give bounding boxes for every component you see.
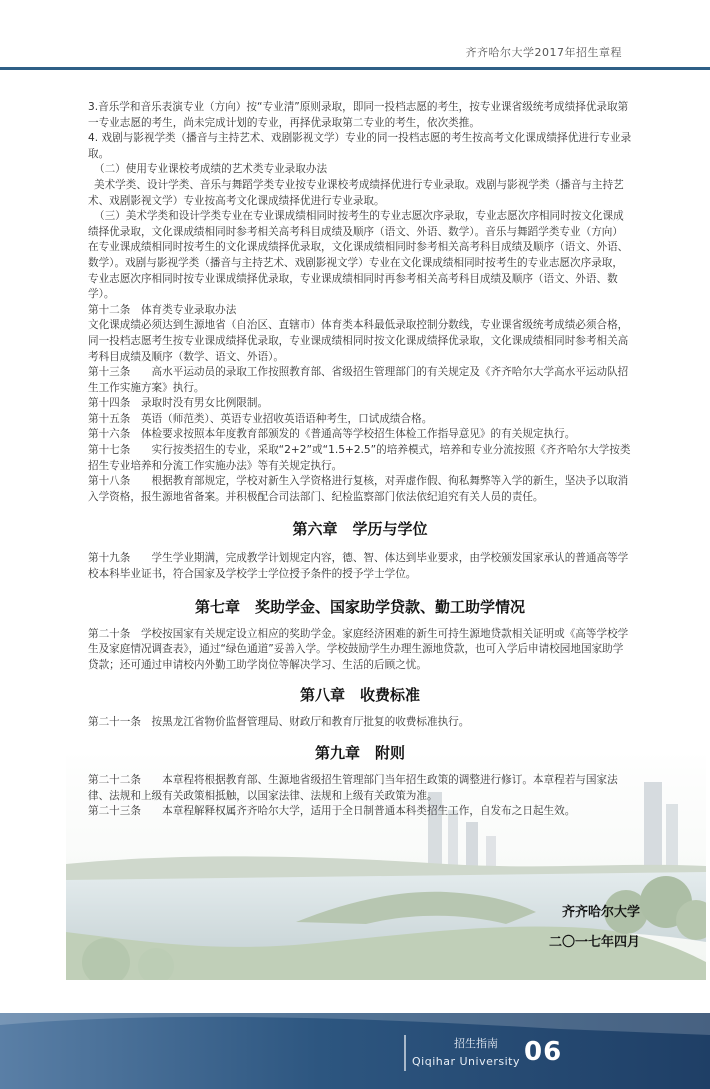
paragraph-sports: 文化课成绩必须达到生源地省（自治区、直辖市）体育类本科最低录取控制分数线，专业课省级统考成绩必须合格，同一投档志愿考生按专业课成绩择优录取，专业课成绩相同时按文化课成绩择优录取，文化课成绩相同时参考相关高考科目成绩及顺序（数学、语文、外语）。: [88, 319, 629, 363]
footer-banner: [0, 1013, 710, 1089]
article-12-heading: 第十二条 体育类专业录取办法: [88, 303, 237, 316]
chapter-6-title: 第六章 学历与学位: [292, 520, 428, 539]
page-footer: [0, 1013, 710, 1089]
article-23: 第二十三条 本章程解释权属齐齐哈尔大学，适用于全日制普通本科类招生工作，自发布之日起生效。: [88, 805, 576, 818]
paragraph-subheading-2: （二）使用专业课校考成绩的艺术类专业录取办法: [94, 163, 328, 176]
paragraph-art-4: （三）美术学类和设计学类专业在专业课成绩相同时按考生的专业志愿次序录取，专业志愿次序相同时按文化课成绩择优录取，文化课成绩相同时参考相关高考科目成绩及顺序（语文、外语、数学）。音乐与舞蹈学类专业（方向）在专业课成绩相同时按考生的文化课成绩择优录取，文化课成绩相同时参考相关高考科目成绩及顺序（语文、外语、数学）。戏剧与影视学类（播音与主持艺术、戏剧影视文学）专业在文化课成绩相同时按考生的专业志愿次序录取，专业志愿次序相同时按专业课成绩择优录取，专业课成绩相同时再参考相关高考科目成绩及顺序（语文、外语、数学）。: [88, 210, 629, 301]
signature-date: 二〇一七年四月: [548, 935, 640, 950]
paragraph-art-2: 4. 戏剧与影视学类（播音与主持艺术、戏剧影视文学）专业的同一投档志愿的考生按高考文化课成绩择优进行专业录取。: [88, 132, 632, 160]
article-21: 第二十一条 按黑龙江省物价监督管理局、财政厅和教育厅批复的收费标准执行。: [88, 716, 470, 729]
article-14: 第十四条 录取时没有男女比例限制。: [88, 397, 269, 410]
paragraph-art-3: 美术学类、设计学类、音乐与舞蹈学类专业按专业课校考成绩择优进行专业录取。戏剧与影视学类（播音与主持艺术、戏剧影视文学）专业按高考文化课成绩择优进行专业录取。: [88, 178, 624, 207]
page-number: 06: [524, 1037, 563, 1067]
chapter-8-title: 第八章 收费标准: [299, 686, 420, 705]
article-19: 第十九条 学生学业期满，完成教学计划规定内容，德、智、体达到毕业要求，由学校颁发国家承认的普通高等学校本科毕业证书，符合国家及学校学士学位授予条件的授予学士学位。: [88, 552, 629, 581]
article-17: 第十七条 实行按类招生的专业，采取“2+2”或“1.5+2.5”的培养模式，培养和专业分流按照《齐齐哈尔大学按类招生专业培养和分流工作实施办法》等有关规定执行。: [88, 444, 631, 472]
article-13: 第十三条 高水平运动员的录取工作按照教育部、省级招生管理部门的有关规定及《齐齐哈尔大学高水平运动队招生工作实施方案》执行。: [88, 366, 629, 394]
signature-org: 齐齐哈尔大学: [561, 905, 640, 920]
article-20: 第二十条 学校按国家有关规定设立相应的奖助学金。家庭经济困难的新生可持生源地贷款相关证明或《高等学校学生及家庭情况调查表》，通过“绿色通道”妥善入学。学校鼓励学生办理生源地贷款，也可入学后申请校园地国家助学贷款；还可通过申请校内外勤工助学岗位等解决学习、生活的后顾之忧。: [88, 627, 629, 671]
chapter-9-title: 第九章 附则: [314, 744, 405, 762]
header-title: 齐齐哈尔大学2017年招生章程: [465, 46, 622, 59]
header-rule: [0, 67, 710, 70]
document-body: [88, 100, 632, 820]
article-15: 第十五条 英语（师范类）、英语专业招收英语语种考生，口试成绩合格。: [88, 412, 433, 425]
article-16: 第十六条 体检要求按照本年度教育部颁发的《普通高等学校招生体检工作指导意见》的有关规定执行。: [88, 428, 576, 441]
paragraph-art-1: 3.音乐学和音乐表演专业（方向）按“专业清”原则录取，即同一投档志愿的考生，按专业课省级统考成绩择优录取第一专业志愿的考生，尚未完成计划的专业，再择优录取第二专业的考生，依次类推。: [88, 101, 629, 129]
signature-block: [470, 898, 640, 958]
article-18: 第十八条 根据教育部规定，学校对新生入学资格进行复核，对弄虚作假、徇私舞弊等入学的新生，坚决予以取消入学资格，报生源地省备案。并积极配合司法部门、纪检监察部门依法依纪追究有关人员的责任。: [88, 475, 629, 503]
chapter-7-title: 第七章 奖助学金、国家助学贷款、勤工助学情况: [194, 597, 525, 616]
article-22: 第二十二条 本章程将根据教育部、生源地省级招生管理部门当年招生政策的调整进行修订。本章程若与国家法律、法规和上级有关政策相抵触，以国家法律、法规和上级有关政策为准。: [88, 774, 618, 802]
footer-guide-label: 招生指南: [454, 1037, 498, 1050]
page-header: [0, 0, 710, 75]
footer-university-label: Qiqihar University: [412, 1055, 520, 1068]
